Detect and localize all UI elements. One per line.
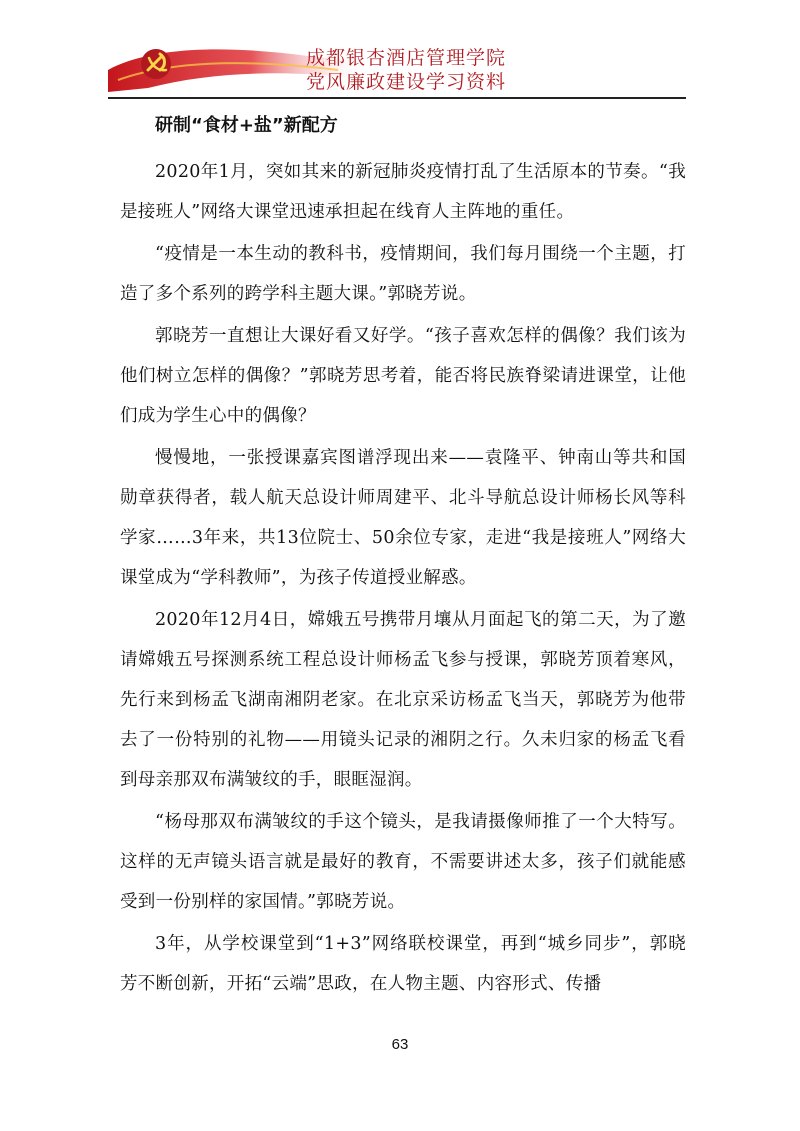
header-title-line1: 成都银杏酒店管理学院	[306, 47, 507, 69]
article-body	[120, 108, 686, 1006]
page-header	[108, 40, 688, 98]
paragraph: 2020年1月，突如其来的新冠肺炎疫情打乱了生活原本的节奏。“我是接班人”网络大课堂迅速承担起在线育人主阵地的重任。	[120, 162, 686, 222]
paragraph: 3年，从学校课堂到“1+3”网络联校课堂，再到“城乡同步”，郭晓芳不断创新，开拓“云端”思政，在人物主题、内容形式、传播	[120, 934, 686, 994]
header-title	[306, 46, 506, 94]
header-title-line2: 党风廉政建设学习资料	[306, 71, 507, 93]
header-divider	[108, 97, 686, 99]
section-title: 研制“食材+盐”新配方	[155, 115, 338, 136]
paragraph: 慢慢地，一张授课嘉宾图谱浮现出来——袁隆平、钟南山等共和国勋章获得者，载人航天总设计师周建平、北斗导航总设计师杨长风等科学家……3年来，共13位院士、50余位专家，走进“我是接班人”网络大课堂成为“学科教师”，为孩子传道授业解惑。	[120, 448, 686, 588]
paragraph: 2020年12月4日，嫦娥五号携带月壤从月面起飞的第二天，为了邀请嫦娥五号探测系统工程总设计师杨孟飞参与授课，郭晓芳顶着寒风，先行来到杨孟飞湖南湘阴老家。在北京采访杨孟飞当天，郭晓芳为他带去了一份特别的礼物——用镜头记录的湘阴之行。久未归家的杨孟飞看到母亲那双布满皱纹的手，眼眶湿润。	[120, 610, 686, 790]
paragraph: 郭晓芳一直想让大课好看又好学。“孩子喜欢怎样的偶像？我们该为他们树立怎样的偶像？”郭晓芳思考着，能否将民族脊梁请进课堂，让他们成为学生心中的偶像？	[120, 326, 686, 426]
page-number: 63	[391, 1036, 409, 1053]
paragraph: “疫情是一本生动的教科书，疫情期间，我们每月围绕一个主题，打造了多个系列的跨学科主题大课。”郭晓芳说。	[120, 244, 686, 304]
paragraph: “杨母那双布满皱纹的手这个镜头，是我请摄像师推了一个大特写。这样的无声镜头语言就是最好的教育，不需要讲述太多，孩子们就能感受到一份别样的家国情。”郭晓芳说。	[120, 812, 686, 912]
